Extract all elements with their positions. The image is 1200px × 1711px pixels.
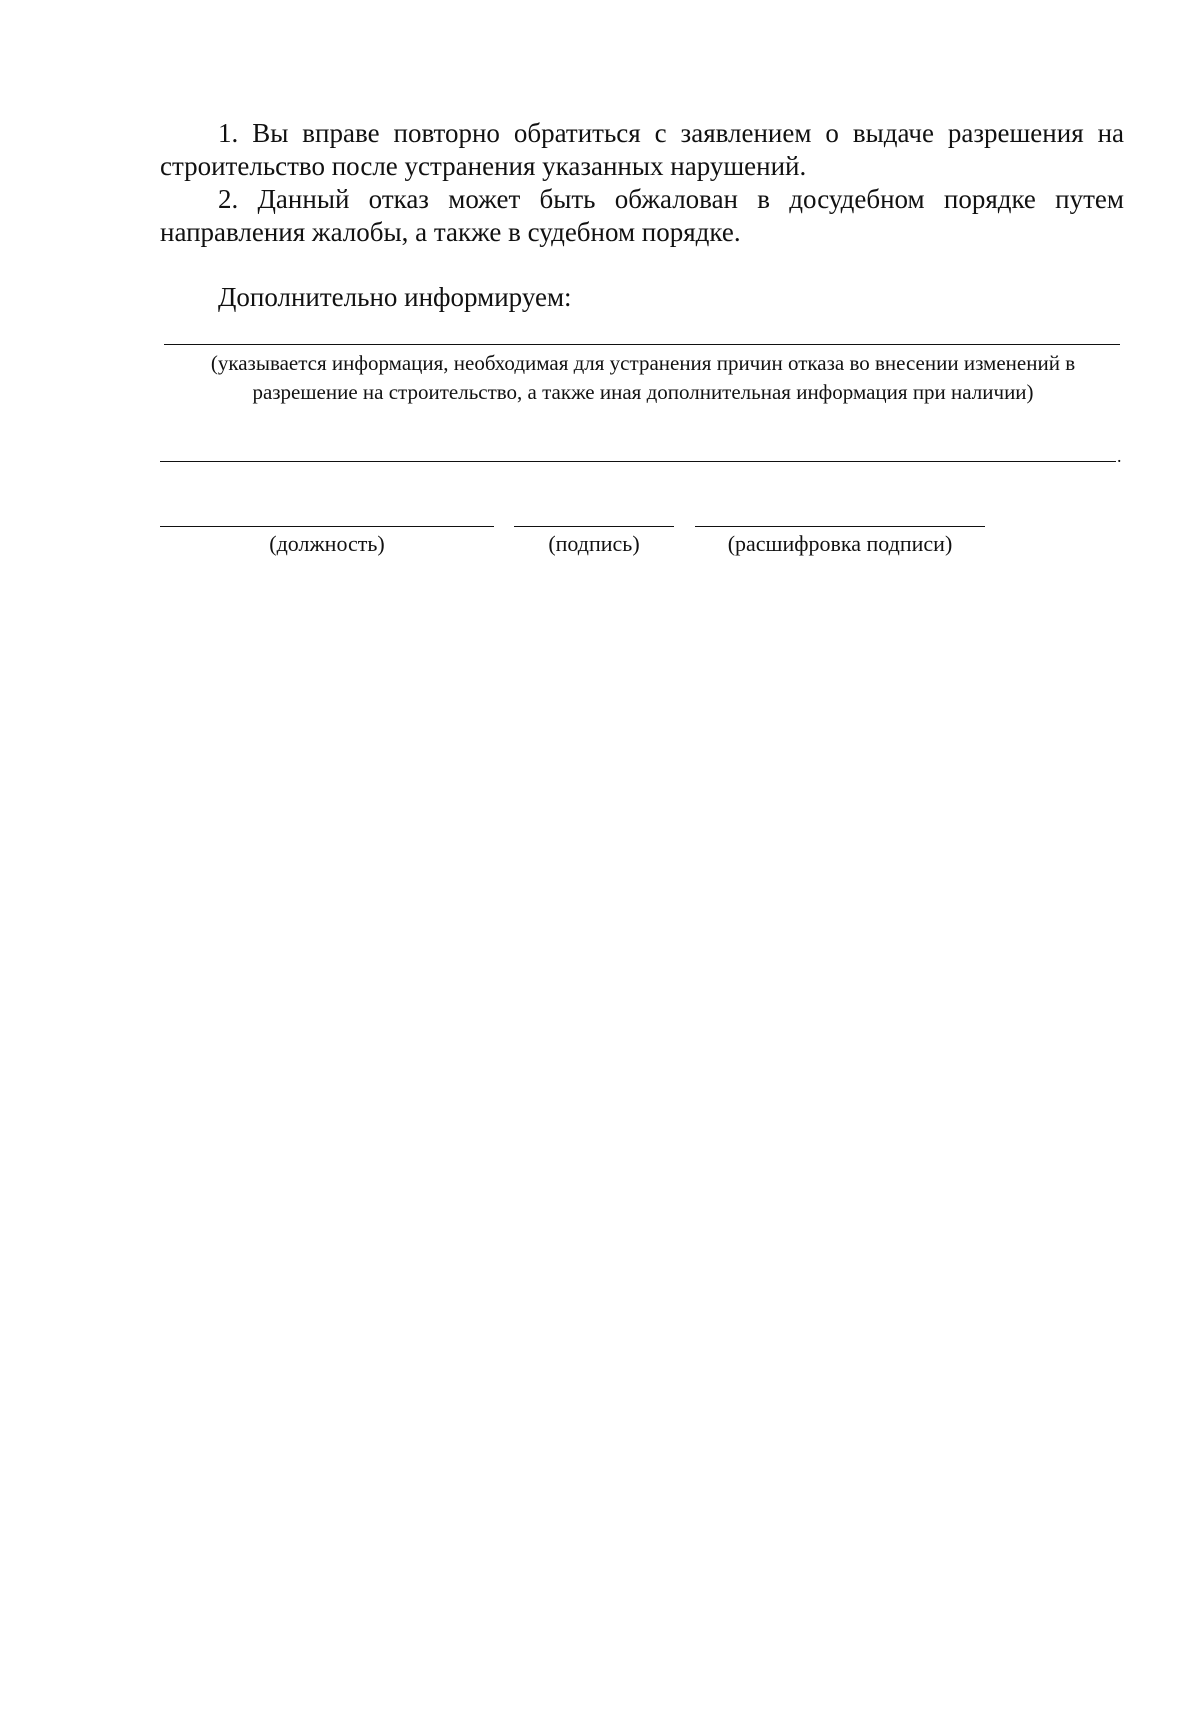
signature-fill-line [514,526,674,527]
position-caption: (должность) [269,531,385,556]
line-end-period: . [1117,446,1122,466]
paragraph-appeal: 2. Данный отказ может быть обжалован в досудебном порядке путем направления жалобы, а также в судебном порядке. [160,184,1124,247]
signature-decryption-fill-line [695,526,985,527]
signature-caption: (подпись) [548,531,640,556]
position-fill-line [160,526,494,527]
additional-info-heading: Дополнительно информируем: [218,282,572,312]
signature-decryption-caption: (расшифровка подписи) [727,531,953,556]
additional-info-hint: (указывается информация, необходимая для устранения причин отказа во внесении изменений в разрешение на строительство, а также иная дополнительная информация при наличии) [210,351,1076,404]
additional-info-fill-line-2 [160,461,1116,462]
paragraph-reapply: 1. Вы вправе повторно обратиться с заявлением о выдаче разрешения на строительство после устранения указанных нарушений. [160,118,1124,181]
additional-info-fill-line [164,344,1120,345]
